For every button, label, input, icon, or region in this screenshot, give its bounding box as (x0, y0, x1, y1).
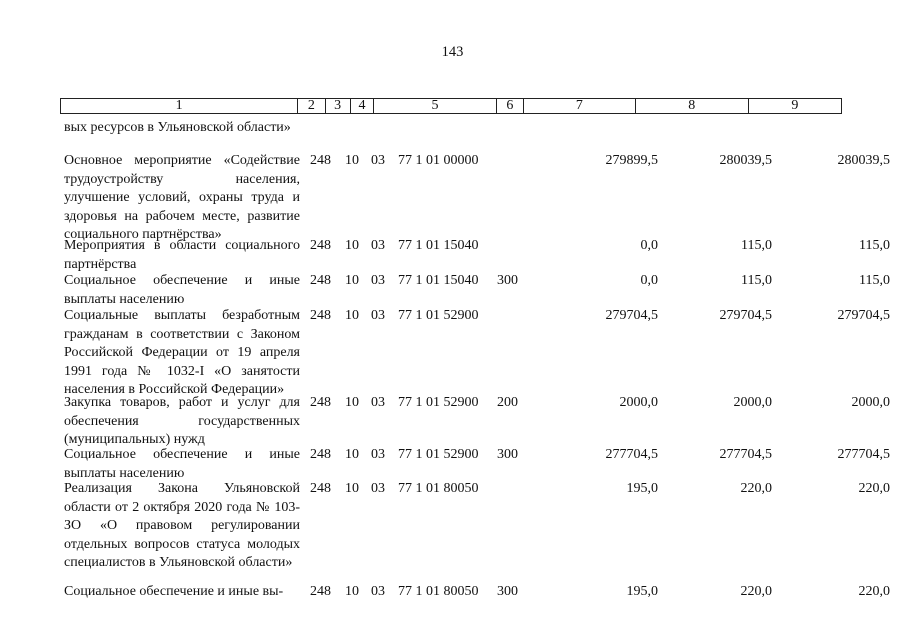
cell-ministry: 248 (310, 395, 331, 410)
cell-csr: 77 1 01 15040 (398, 273, 479, 288)
cell-ministry: 248 (310, 273, 331, 288)
cell-year1: 279704,5 (605, 308, 658, 323)
cell-ministry: 248 (310, 481, 331, 496)
cell-year3: 279704,5 (837, 308, 890, 323)
cell-year2: 115,0 (741, 273, 772, 288)
cell-section: 10 (345, 481, 359, 496)
cell-subsection: 03 (371, 308, 385, 323)
cell-section: 10 (345, 273, 359, 288)
cell-subsection: 03 (371, 273, 385, 288)
cell-vr: 300 (497, 447, 518, 462)
cell-csr: 77 1 01 80050 (398, 481, 479, 496)
cell-year2: 279704,5 (719, 308, 772, 323)
cell-section: 10 (345, 584, 359, 599)
cell-year2: 115,0 (741, 238, 772, 253)
cell-ministry: 248 (310, 153, 331, 168)
cell-year2: 277704,5 (719, 447, 772, 462)
cell-year1: 0,0 (640, 273, 658, 288)
cell-csr: 77 1 01 52900 (398, 308, 479, 323)
header-col-1: 1 (61, 99, 298, 113)
cell-year2: 220,0 (740, 584, 772, 599)
header-col-8: 8 (636, 99, 749, 113)
row-name: Социальное обеспечение и иные выплаты населению (64, 273, 300, 307)
cell-vr: 200 (497, 395, 518, 410)
page-number: 143 (441, 44, 464, 60)
cell-csr: 77 1 01 52900 (398, 395, 479, 410)
cell-ministry: 248 (310, 308, 331, 323)
cell-year2: 280039,5 (719, 153, 772, 168)
cell-year1: 277704,5 (605, 447, 658, 462)
cell-vr: 300 (497, 273, 518, 288)
cell-ministry: 248 (310, 238, 331, 253)
cell-ministry: 248 (310, 447, 331, 462)
header-col-5: 5 (374, 99, 497, 113)
cell-year3: 220,0 (858, 584, 890, 599)
row-name: Основное мероприятие «Содействие трудоустройству населения, улучшение условий, охраны труда и здоровья на рабочем месте, развитие социального партнёрства» (64, 153, 300, 242)
cell-year1: 195,0 (626, 481, 658, 496)
cell-year3: 280039,5 (837, 153, 890, 168)
cell-ministry: 248 (310, 584, 331, 599)
header-col-2: 2 (298, 99, 325, 113)
row-name: Закупка товаров, работ и услуг для обеспечения государственных (муниципальных) нужд (64, 395, 300, 447)
cell-section: 10 (345, 308, 359, 323)
row-name: Социальные выплаты безработным гражданам в соответствии с Законом Российской Федерации от 19 апреля 1991 года № 1032-I «О занятости населения в Российской Федерации» (64, 308, 300, 397)
cell-year2: 2000,0 (733, 395, 772, 410)
cell-vr: 300 (497, 584, 518, 599)
header-col-7: 7 (524, 99, 636, 113)
cell-subsection: 03 (371, 481, 385, 496)
cell-subsection: 03 (371, 153, 385, 168)
header-col-9: 9 (791, 98, 799, 113)
cell-subsection: 03 (371, 447, 385, 462)
cell-year1: 2000,0 (619, 395, 658, 410)
row-name: вых ресурсов в Ульяновской области» (64, 120, 291, 135)
cell-year3: 115,0 (859, 273, 890, 288)
cell-year1: 195,0 (626, 584, 658, 599)
cell-csr: 77 1 01 00000 (398, 153, 479, 168)
row-name: Реализация Закона Ульяновской области от 2 октября 2020 года № 103-ЗО «О правовом регулировании отдельных вопросов статуса молодых специалистов в Ульяновской области» (64, 481, 300, 570)
cell-subsection: 03 (371, 584, 385, 599)
cell-year2: 220,0 (740, 481, 772, 496)
cell-year1: 0,0 (640, 238, 658, 253)
cell-year3: 115,0 (859, 238, 890, 253)
cell-year3: 277704,5 (837, 447, 890, 462)
cell-section: 10 (345, 447, 359, 462)
cell-year1: 279899,5 (605, 153, 658, 168)
cell-subsection: 03 (371, 238, 385, 253)
cell-year3: 2000,0 (851, 395, 890, 410)
header-col-3: 3 (326, 99, 351, 113)
row-name: Социальное обеспечение и иные выплаты населению (64, 447, 300, 481)
row-name: Мероприятия в области социального партнёрства (64, 238, 300, 272)
cell-csr: 77 1 01 15040 (398, 238, 479, 253)
table-header (60, 98, 842, 114)
cell-section: 10 (345, 238, 359, 253)
cell-section: 10 (345, 395, 359, 410)
header-col-4: 4 (351, 99, 374, 113)
row-name: Социальное обеспечение и иные вы- (64, 584, 284, 599)
cell-csr: 77 1 01 52900 (398, 447, 479, 462)
cell-section: 10 (345, 153, 359, 168)
cell-csr: 77 1 01 80050 (398, 584, 479, 599)
header-col-6: 6 (497, 99, 524, 113)
cell-subsection: 03 (371, 395, 385, 410)
cell-year3: 220,0 (858, 481, 890, 496)
